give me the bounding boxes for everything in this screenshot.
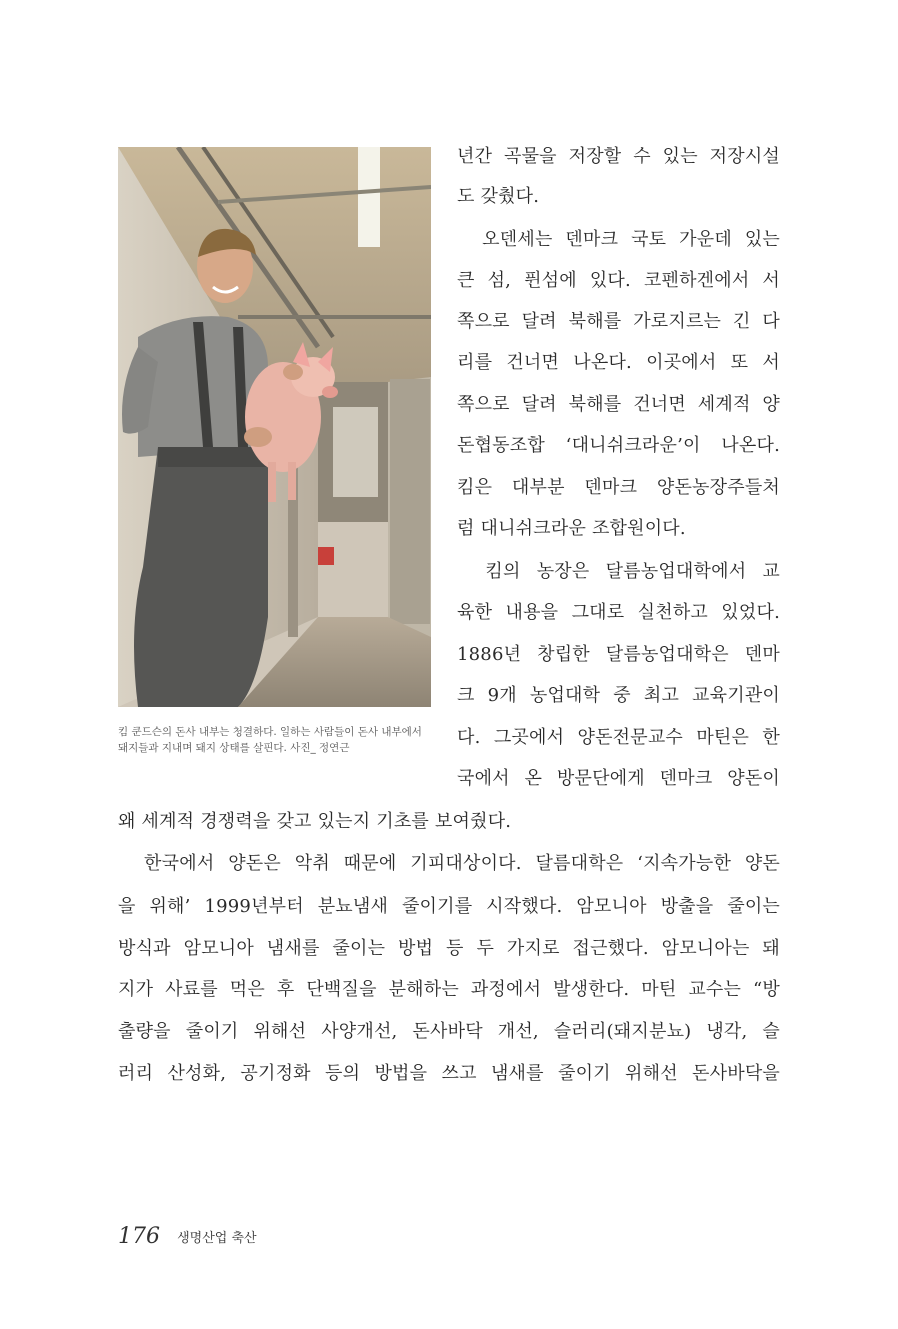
article-photo <box>118 147 431 707</box>
body-text-line: 돈협동조합 ‘대니쉬크라운’이 나온다. <box>457 435 780 456</box>
body-text-line: 오덴세는 덴마크 국토 가운데 있는 <box>457 229 780 250</box>
page-number: 176 <box>118 1224 160 1249</box>
body-text-line: 러리 산성화, 공기정화 등의 방법을 쓰고 냄새를 줄이기 위해선 돈사바닥을 <box>118 1063 780 1084</box>
body-text-line: 크 9개 농업대학 중 최고 교육기관이 <box>457 685 780 706</box>
body-text-line: 킴의 농장은 달름농업대학에서 교 <box>457 561 780 582</box>
body-text-line: 출량을 줄이기 위해선 사양개선, 돈사바닥 개선, 슬러리(돼지분뇨) 냉각, 슬 <box>118 1021 780 1042</box>
body-text-line: 지가 사료를 먹은 후 단백질을 분해하는 과정에서 발생한다. 마틴 교수는 “방 <box>118 979 780 1000</box>
page-footer <box>118 1224 257 1249</box>
body-text-line: 1886년 창립한 달름농업대학은 덴마 <box>457 644 780 665</box>
body-text-line: 럼 대니쉬크라운 조합원이다. <box>457 518 686 539</box>
running-title: 생명산업 축산 <box>177 1231 257 1246</box>
body-text-line: 한국에서 양돈은 악취 때문에 기피대상이다. 달름대학은 ‘지속가능한 양돈 <box>118 853 780 874</box>
body-text-line: 년간 곡물을 저장할 수 있는 저장시설 <box>457 146 780 167</box>
body-text-line: 국에서 온 방문단에게 덴마크 양돈이 <box>457 768 780 789</box>
body-text-line: 육한 내용을 그대로 실천하고 있었다. <box>457 602 780 623</box>
body-text-line: 을 위해’ 1999년부터 분뇨냄새 줄이기를 시작했다. 암모니아 방출을 줄이는 <box>118 896 780 917</box>
body-text-line: 리를 건너면 나온다. 이곳에서 또 서 <box>457 352 780 373</box>
body-text-line: 쪽으로 달려 북해를 가로지르는 긴 다 <box>457 311 780 332</box>
body-text-line: 도 갖췄다. <box>457 186 540 207</box>
body-text-line: 쪽으로 달려 북해를 건너면 세계적 양 <box>457 394 780 415</box>
body-text-line: 킴은 대부분 덴마크 양돈농장주들처 <box>457 477 780 498</box>
caption-line: 돼지들과 지내며 돼지 상태를 살핀다. 사진_ 정연근 <box>118 742 350 754</box>
caption-line: 킴 쿤드슨의 돈사 내부는 청결하다. 일하는 사람들이 돈사 내부에서 <box>118 726 422 738</box>
body-text-line: 방식과 암모니아 냄새를 줄이는 방법 등 두 가지로 접근했다. 암모니아는 돼 <box>118 938 780 959</box>
body-text-line: 다. 그곳에서 양돈전문교수 마틴은 한 <box>457 727 780 748</box>
photo-caption <box>118 724 438 756</box>
body-text-line: 큰 섬, 퓐섬에 있다. 코펜하겐에서 서 <box>457 270 780 291</box>
body-text-line: 왜 세계적 경쟁력을 갖고 있는지 기초를 보여줬다. <box>118 811 512 832</box>
photo-farmer-holding-piglet-icon <box>118 147 431 707</box>
